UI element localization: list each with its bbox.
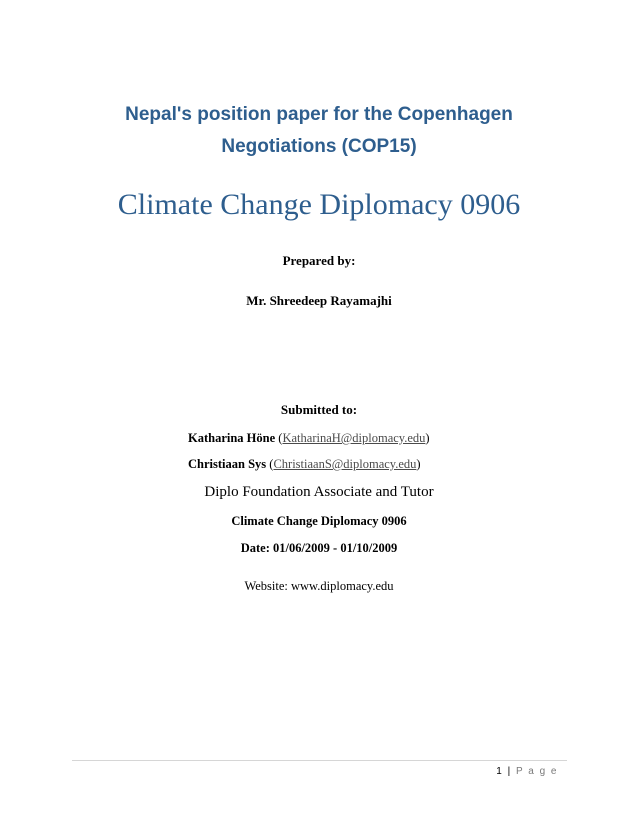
contact-open-paren: ( xyxy=(275,431,283,445)
contact-email-link[interactable]: ChristiaanS@diplomacy.edu xyxy=(273,457,417,471)
contact-name: Katharina Höne xyxy=(188,431,276,445)
contact-name: Christiaan Sys xyxy=(188,457,267,471)
contact-line xyxy=(188,457,421,472)
page-label: P a g e xyxy=(515,766,558,777)
course-dates: Date: 01/06/2009 - 01/10/2009 xyxy=(240,541,398,555)
document-subtitle: Climate Change Diplomacy 0906 xyxy=(117,188,521,221)
tutor-role: Diplo Foundation Associate and Tutor xyxy=(204,484,434,500)
document-title-line-1: Nepal's position paper for the Copenhagen xyxy=(125,104,513,125)
page-footer xyxy=(496,766,558,777)
prepared-by-label: Prepared by: xyxy=(282,253,356,268)
course-name: Climate Change Diplomacy 0906 xyxy=(231,514,407,528)
contact-close-paren: ) xyxy=(416,457,421,471)
footer-separator: | xyxy=(507,766,512,777)
contact-open-paren: ( xyxy=(266,457,274,471)
page-number: 1 xyxy=(496,766,504,777)
author-name: Mr. Shreedeep Rayamajhi xyxy=(246,293,392,308)
contact-email-link[interactable]: KatharinaH@diplomacy.edu xyxy=(282,431,426,445)
website-line: Website: www.diplomacy.edu xyxy=(244,579,394,593)
contact-line xyxy=(188,431,430,446)
submitted-to-label: Submitted to: xyxy=(280,402,358,417)
contact-close-paren: ) xyxy=(425,431,430,445)
document-title-line-2: Negotiations (COP15) xyxy=(221,136,417,157)
footer-divider xyxy=(72,760,567,761)
